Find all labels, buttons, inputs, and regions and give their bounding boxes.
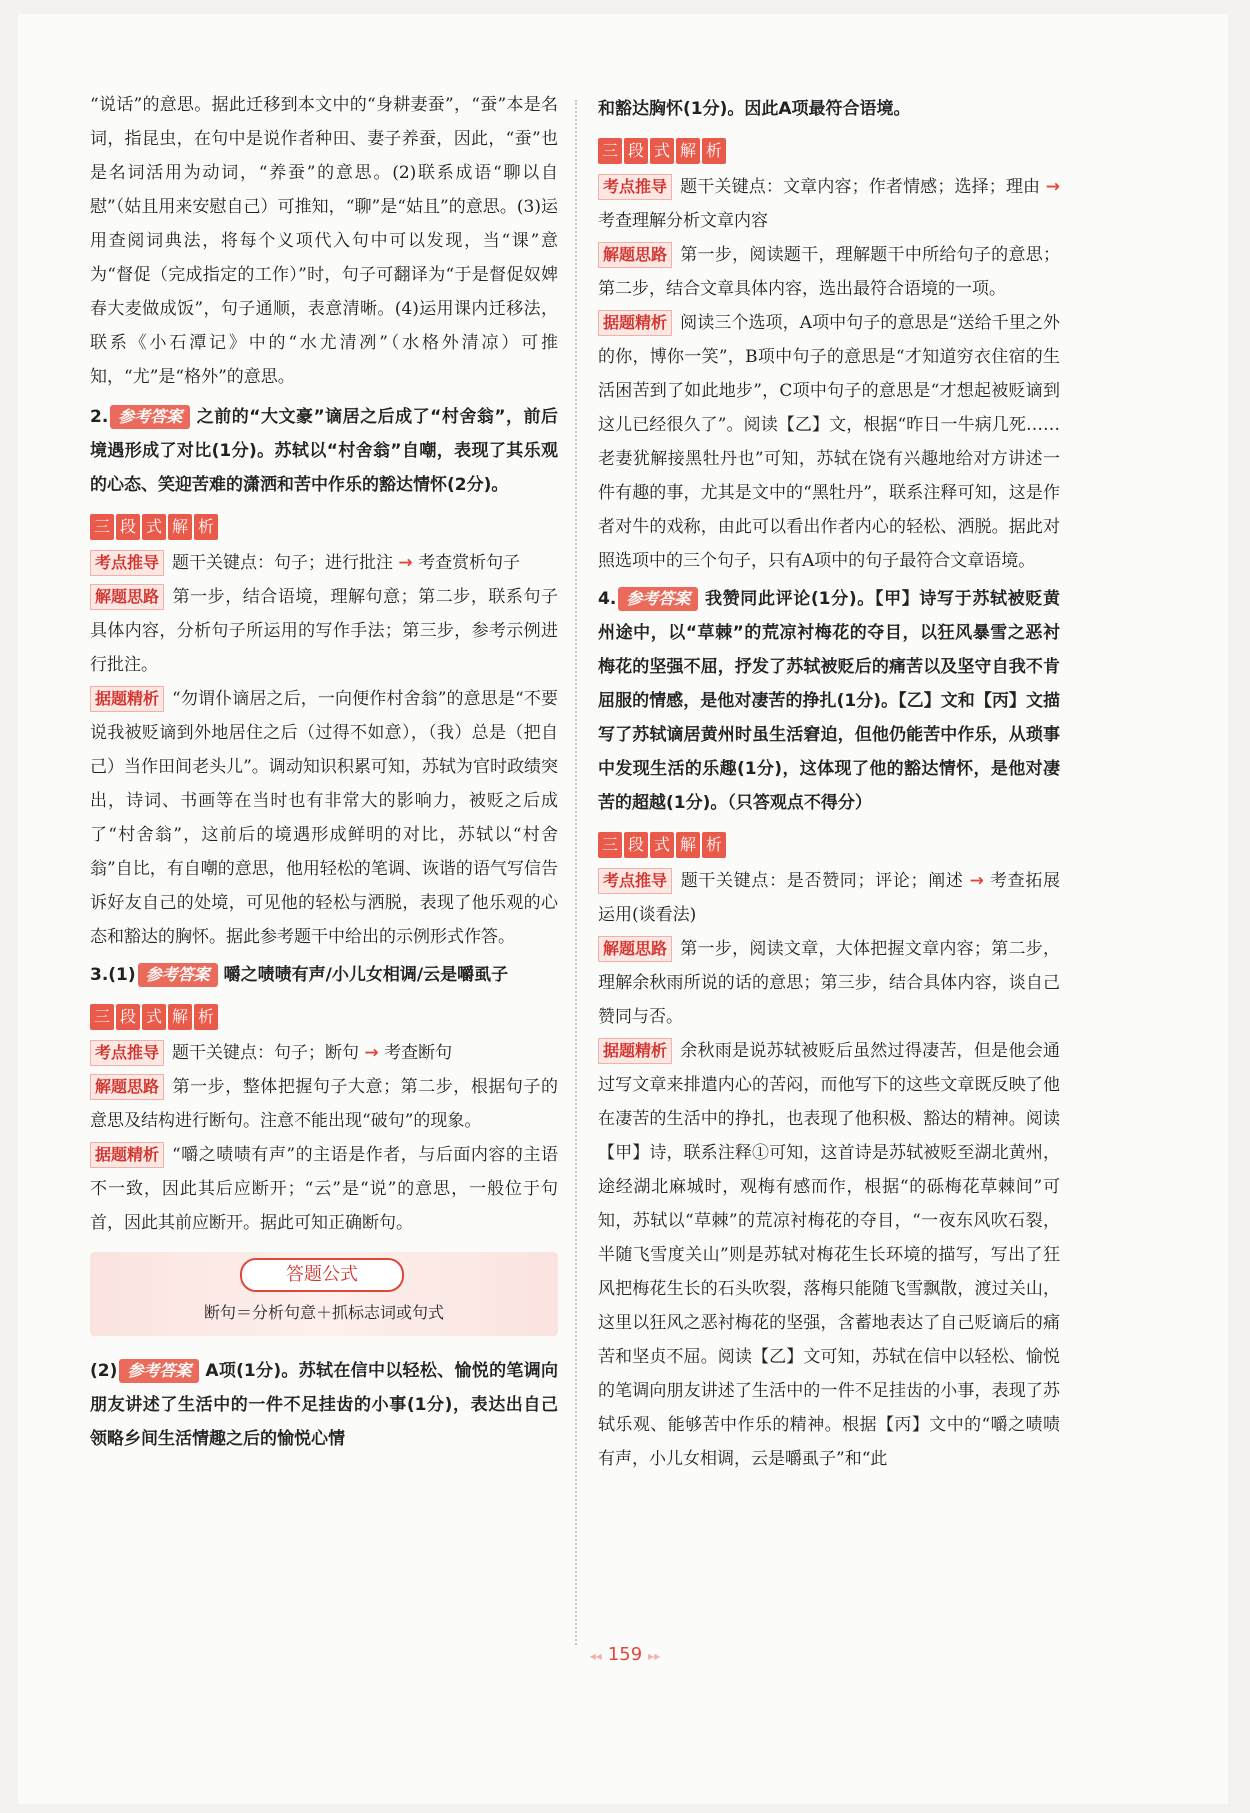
answer-badge: 参考答案 xyxy=(119,1359,199,1383)
q3b-jingxi: 据题精析 阅读三个选项，A项中句子的意思是“送给千里之外的你，博你一笑”，B项中句子的意思是“才知道穷衣住宿的生活困苦到了如此地步”，C项中句子的意思是“才想起被贬谪到这儿已经很久了”。阅读【乙】文，根据“昨日一牛病几死……老妻犹解接黑牡丹也”可知，苏轼在饶有兴趣地给对方讲述一件有趣的事，尤其是文中的“黑牡丹”，联系注释可知，这是作者对牛的戏称，由此可以看出作者内心的轻松、洒脱。据此对照选项中的三个句子，只有A项中的句子最符合文章语境。 xyxy=(598,306,1060,578)
q3-jingxi: 据题精析 “嚼之啧啧有声”的主语是作者，与后面内容的主语不一致，因此其后应断开；“云”是“说”的意思，一般位于句首，因此其前应断开。据此可知正确断句。 xyxy=(90,1138,558,1240)
formula-title: 答题公式 xyxy=(240,1258,404,1292)
q4-answer: 我赞同此评论(1分)。【甲】诗写于苏轼被贬黄州途中，以“草棘”的荒凉衬梅花的夺目，以狂风暴雪之恶衬梅花的坚强不屈，抒发了苏轼被贬后的痛苦以及坚守自我不肯屈服的情感，是他对凄苦的挣扎(1分)。【乙】文和【丙】文描写了苏轼谪居黄州时虽生活窘迫，但他仍能苦中作乐，从琐事中发现生活的乐趣(1分)，这体现了他的豁达情怀，是他对凄苦的超越(1分)。（只答观点不得分） xyxy=(598,589,1060,813)
intro-paragraph: “说话”的意思。据此迁移到本文中的“身耕妻蚕”，“蚕”本是名词，指昆虫，在句中是说作者种田、妻子养蚕，因此，“蚕”也是名词活用为动词，“养蚕”的意思。(2)联系成语“聊以自慰”（姑且用来安慰自己）可推知，“聊”是“姑且”的意思。(3)运用查阅词典法，将每个义项代入句中可以发现，当“课”意为“督促（完成指定的工作）”时，句子可翻译为“于是督促奴婢春大麦做成饭”，句子通顺，表意清晰。(4)运用课内迁移法，联系《小石潭记》中的“水尤清冽”（水格外清凉）可推知，“尤”是“格外”的意思。 xyxy=(90,95,558,387)
kaodian-tag: 考点推导 xyxy=(598,868,672,894)
kaodian-tag: 考点推导 xyxy=(598,174,672,200)
column-divider xyxy=(575,100,577,1645)
q4-jieti: 解题思路 第一步，阅读文章，大体把握文章内容；第二步，理解余秋雨所说的话的意思；第三步，结合具体内容，谈自己赞同与否。 xyxy=(598,932,1060,1034)
arrow-icon: → xyxy=(1045,177,1061,197)
jieti-tag: 解题思路 xyxy=(598,242,672,268)
q3-answer: 嚼之啧啧有声/小儿女相调/云是嚼虱子 xyxy=(223,965,509,985)
analysis-badge: 三 段 式 解 析 xyxy=(90,510,558,540)
q3b-answer: A项(1分)。苏轼在信中以轻松、愉悦的笔调向朋友讲述了生活中的一件不足挂齿的小事(1分)，表达出自己领略乡间生活情趣之后的愉悦心情 xyxy=(90,1361,558,1449)
q4-kaodian: 考点推导 题干关键点：是否赞同；评论；阐述 → 考查拓展运用(谈看法) xyxy=(598,864,1060,932)
q3-jieti: 解题思路 第一步，整体把握句子大意；第二步，根据句子的意思及结构进行断句。注意不能出现“破句”的现象。 xyxy=(90,1070,558,1138)
answer-badge: 参考答案 xyxy=(110,405,190,429)
jieti-tag: 解题思路 xyxy=(598,936,672,962)
answer-badge: 参考答案 xyxy=(618,587,698,611)
jingxi-tag: 据题精析 xyxy=(90,686,164,712)
right-column xyxy=(598,92,1060,1476)
page-number: ◂◂ 159 ▸▸ xyxy=(589,1644,661,1665)
jingxi-tag: 据题精析 xyxy=(598,1038,672,1064)
jieti-tag: 解题思路 xyxy=(90,1074,164,1100)
q2-answer: 之前的“大文豪”谪居之后成了“村舍翁”，前后境遇形成了对比(1分)。苏轼以“村舍翁”自嘲，表现了其乐观的心态、笑迎苦难的潇洒和苦中作乐的豁达情怀(2分)。 xyxy=(90,407,558,495)
left-column xyxy=(90,88,558,1456)
jingxi-tag: 据题精析 xyxy=(598,310,672,336)
q3b-kaodian: 考点推导 题干关键点：文章内容；作者情感；选择；理由 → 考查理解分析文章内容 xyxy=(598,170,1060,238)
analysis-badge: 三 段 式 解 析 xyxy=(598,134,1060,164)
q3b-answer-block xyxy=(90,1354,558,1456)
q3b-answer-continued: 和豁达胸怀(1分)。因此A项最符合语境。 xyxy=(598,99,911,119)
arrow-icon: → xyxy=(364,1043,379,1063)
analysis-badge: 三 段 式 解 析 xyxy=(90,1000,558,1030)
arrow-icon: → xyxy=(969,871,984,891)
q2-jieti: 解题思路 第一步，结合语境，理解句意；第二步，联系句子具体内容，分析句子所运用的写作手法；第三步，参考示例进行批注。 xyxy=(90,580,558,682)
q3b-jieti: 解题思路 第一步，阅读题干，理解题干中所给句子的意思；第二步，结合文章具体内容，选出最符合语境的一项。 xyxy=(598,238,1060,306)
answer-formula-box xyxy=(90,1252,558,1336)
q3b-number: (2) xyxy=(90,1361,118,1381)
q2-jingxi: 据题精析 “勿谓仆谪居之后，一向便作村舍翁”的意思是“不要说我被贬谪到外地居住之后（过得不如意），（我）总是（把自己）当作田间老头儿”。调动知识积累可知，苏轼为官时政绩突出，诗词、书画等在当时也有非常大的影响力，被贬之后成了“村舍翁”，这前后的境遇形成鲜明的对比，苏轼以“村舍翁”自比，有自嘲的意思，他用轻松的笔调、诙谐的语气写信告诉好友自己的处境，可见他的轻松与洒脱，表现了他乐观的心态和豁达的胸怀。据此参考题干中给出的示例形式作答。 xyxy=(90,682,558,954)
q3-kaodian: 考点推导 题干关键点：句子；断句 → 考查断句 xyxy=(90,1036,558,1070)
q2-answer-block xyxy=(90,400,558,502)
answer-badge: 参考答案 xyxy=(138,963,218,987)
jieti-tag: 解题思路 xyxy=(90,584,164,610)
q2-number: 2. xyxy=(90,407,109,427)
q3-answer-block xyxy=(90,958,558,992)
kaodian-tag: 考点推导 xyxy=(90,1040,164,1066)
arrow-icon: → xyxy=(398,553,413,573)
q4-answer-block xyxy=(598,582,1060,820)
q4-number: 4. xyxy=(598,589,617,609)
q4-jingxi: 据题精析 余秋雨是说苏轼被贬后虽然过得凄苦，但是他会通过写文章来排遣内心的苦闷，而他写下的这些文章既反映了他在凄苦的生活中的挣扎，也表现了他积极、豁达的精神。阅读【甲】诗，联系注释①可知，这首诗是苏轼被贬至湖北黄州，途经湖北麻城时，观梅有感而作，根据“的砾梅花草棘间”可知，苏轼以“草棘”的荒凉衬梅花的夺目，“一夜东风吹石裂，半随飞雪度关山”则是苏轼对梅花生长环境的描写，写出了狂风把梅花生长的石头吹裂，落梅只能随飞雪飘散，渡过关山，这里以狂风之恶衬梅花的坚强，含蓄地表达了自己贬谪后的痛苦和坚贞不屈。阅读【乙】文可知，苏轼在信中以轻松、愉悦的笔调向朋友讲述了生活中的一件不足挂齿的小事，表现了苏轼乐观、能够苦中作乐的精神。根据【丙】文中的“嚼之啧啧有声，小儿女相调，云是嚼虱子”和“此 xyxy=(598,1034,1060,1476)
q3-number: 3.(1) xyxy=(90,965,136,985)
jingxi-tag: 据题精析 xyxy=(90,1142,164,1168)
formula-body: 断句＝分析句意＋抓标志词或句式 xyxy=(203,1303,444,1322)
q2-kaodian: 考点推导 题干关键点：句子；进行批注 → 考查赏析句子 xyxy=(90,546,558,580)
kaodian-tag: 考点推导 xyxy=(90,550,164,576)
analysis-badge: 三 段 式 解 析 xyxy=(598,828,1060,858)
